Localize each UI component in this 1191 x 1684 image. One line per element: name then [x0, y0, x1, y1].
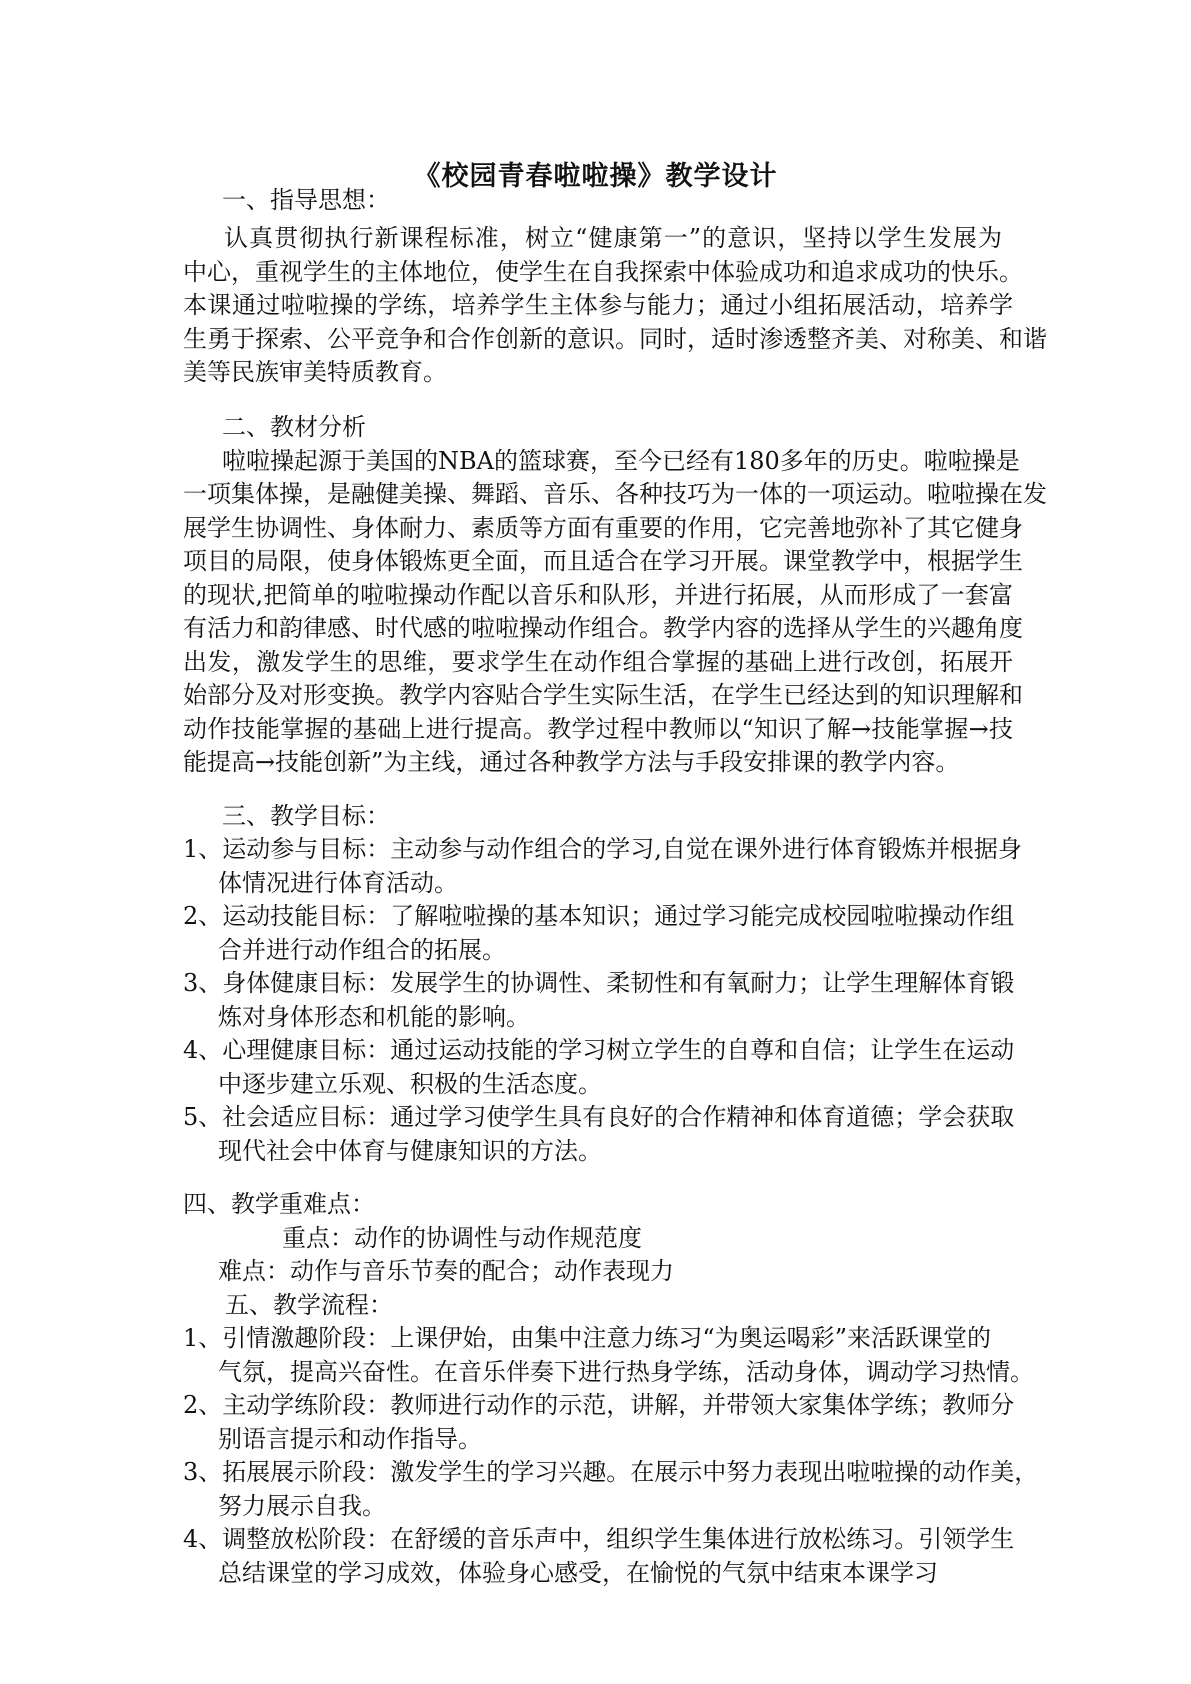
- list-item-line: 体情况进行体育活动。: [218, 869, 458, 897]
- list-item-line: 气氛，提高兴奋性。在音乐伴奏下进行热身学练，活动身体，调动学习热情。: [218, 1358, 1034, 1386]
- difficult-point-text: 难点：动作与音乐节奏的配合；动作表现力: [218, 1257, 674, 1285]
- section-heading-teaching-process: 五、教学流程：: [225, 1291, 393, 1319]
- paragraph-line: 美等民族审美特质教育。: [183, 358, 447, 386]
- paragraph-line: 出发，激发学生的思维，要求学生在动作组合掌握的基础上进行改创，拓展开: [183, 648, 1013, 676]
- paragraph-line: 项目的局限，使身体锻炼更全面，而且适合在学习开展。课堂教学中，根据学生: [183, 547, 1023, 575]
- list-item-line: 合并进行动作组合的拓展。: [218, 936, 506, 964]
- section-heading-material-analysis: 二、教材分析: [222, 413, 366, 441]
- paragraph-line: 的现状,把简单的啦啦操动作配以音乐和队形，并进行拓展，从而形成了一套富: [183, 581, 1013, 609]
- document-title: 《校园青春啦啦操》教学设计: [413, 161, 778, 192]
- section-heading-key-difficult-points: 四、教学重难点：: [183, 1190, 375, 1218]
- list-item-line: 1、引情激趣阶段：上课伊始，由集中注意力练习“为奥运喝彩”来活跃课堂的: [183, 1324, 991, 1352]
- list-item-line: 现代社会中体育与健康知识的方法。: [218, 1137, 602, 1165]
- list-item-line: 总结课堂的学习成效，体验身心感受，在愉悦的气氛中结束本课学习: [218, 1559, 938, 1587]
- list-item-line: 2、运动技能目标：了解啦啦操的基本知识；通过学习能完成校园啦啦操动作组: [183, 902, 1015, 930]
- paragraph-line: 动作技能掌握的基础上进行提高。教学过程中教师以“知识了解→技能掌握→技: [183, 715, 1013, 743]
- list-item-line: 努力展示自我。: [218, 1492, 386, 1520]
- paragraph-line: 啦啦操起源于美国的NBA的篮球赛，至今已经有180多年的历史。啦啦操是: [222, 447, 1020, 475]
- list-item-line: 炼对身体形态和机能的影响。: [218, 1003, 530, 1031]
- list-item-line: 4、心理健康目标：通过运动技能的学习树立学生的自尊和自信；让学生在运动: [183, 1036, 1015, 1064]
- list-item-line: 5、社会适应目标：通过学习使学生具有良好的合作精神和体育道德；学会获取: [183, 1103, 1015, 1131]
- key-point-text: 重点：动作的协调性与动作规范度: [282, 1224, 642, 1252]
- paragraph-line: 本课通过啦啦操的学练，培养学生主体参与能力；通过小组拓展活动，培养学: [183, 291, 1013, 319]
- paragraph-line: 展学生协调性、身体耐力、素质等方面有重要的作用，它完善地弥补了其它健身: [183, 514, 1023, 542]
- paragraph-line: 中心，重视学生的主体地位，使学生在自我探索中体验成功和追求成功的快乐。: [183, 258, 1023, 286]
- paragraph-line: 一项集体操，是融健美操、舞蹈、音乐、各种技巧为一体的一项运动。啦啦操在发: [183, 480, 1047, 508]
- list-item-line: 3、身体健康目标：发展学生的协调性、柔韧性和有氧耐力；让学生理解体育锻: [183, 969, 1015, 997]
- list-item-line: 1、运动参与目标：主动参与动作组合的学习,自觉在课外进行体育锻炼并根据身: [183, 835, 1022, 863]
- list-item-line: 别语言提示和动作指导。: [218, 1425, 482, 1453]
- paragraph-line: 始部分及对形变换。教学内容贴合学生实际生活，在学生已经达到的知识理解和: [183, 681, 1023, 709]
- list-item-line: 中逐步建立乐观、积极的生活态度。: [218, 1070, 602, 1098]
- paragraph-line: 认真贯彻执行新课程标准，树立“健康第一”的意识，坚持以学生发展为: [224, 224, 1002, 252]
- list-item-line: 3、拓展展示阶段：激发学生的学习兴趣。在展示中努力表现出啦啦操的动作美，: [183, 1458, 1039, 1486]
- list-item-line: 2、主动学练阶段：教师进行动作的示范，讲解，并带领大家集体学练；教师分: [183, 1391, 1015, 1419]
- paragraph-line: 能提高→技能创新”为主线，通过各种教学方法与手段安排课的教学内容。: [183, 748, 960, 776]
- paragraph-line: 有活力和韵律感、时代感的啦啦操动作组合。教学内容的选择从学生的兴趣角度: [183, 614, 1023, 642]
- list-item-line: 4、调整放松阶段：在舒缓的音乐声中，组织学生集体进行放松练习。引领学生: [183, 1525, 1015, 1553]
- section-heading-teaching-goals: 三、教学目标：: [222, 802, 390, 830]
- paragraph-line: 生勇于探索、公平竞争和合作创新的意识。同时，适时渗透整齐美、对称美、和谐: [183, 325, 1047, 353]
- section-heading-guiding-ideology: 一、指导思想：: [222, 186, 390, 214]
